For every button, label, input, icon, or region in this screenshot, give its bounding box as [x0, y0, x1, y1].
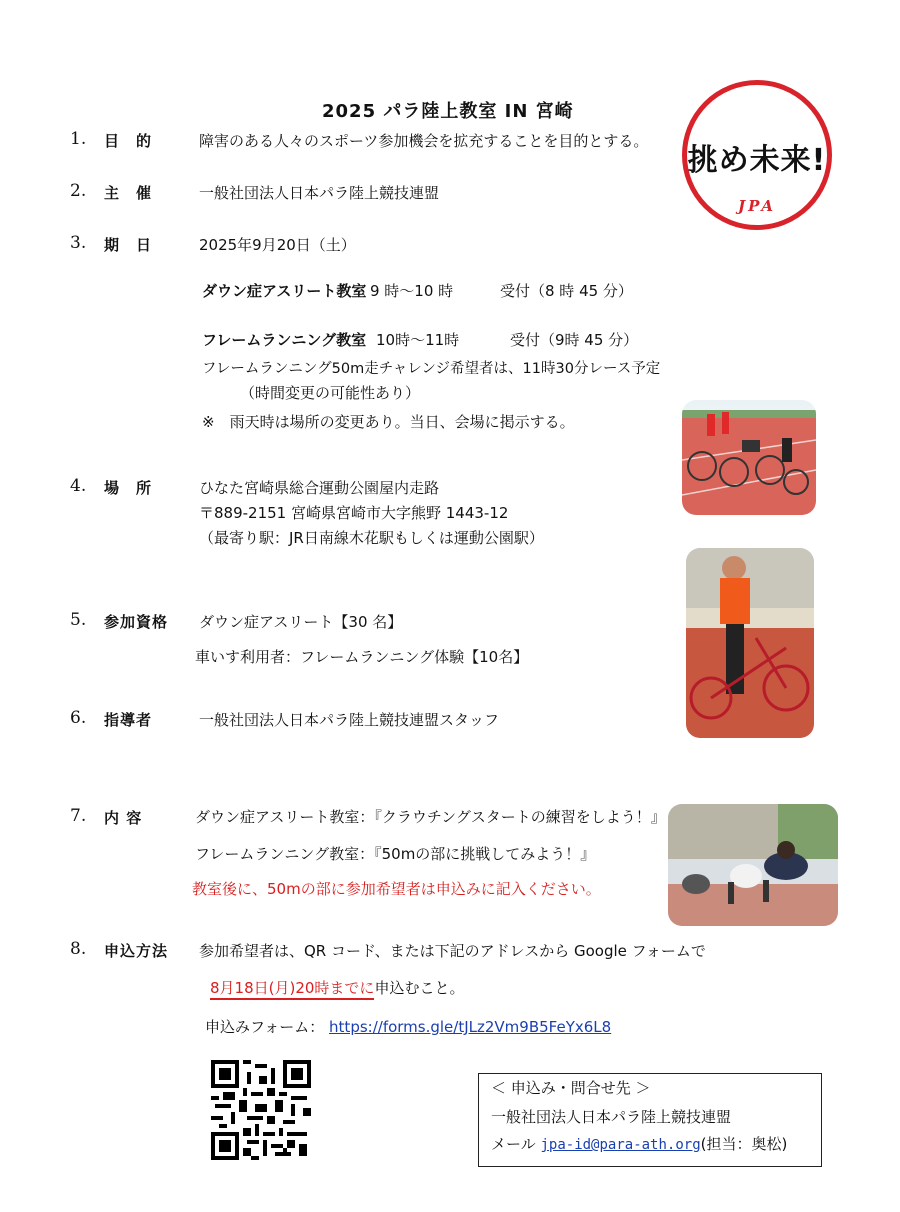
form-label: 申込みフォーム： — [205, 1018, 325, 1036]
down-class-reception: 受付（8 時 45 分） — [500, 282, 633, 300]
section-8-label: 申込方法 — [104, 942, 169, 960]
application-text: 参加希望者は、QR コード、または下記のアドレスから Google フォームで — [199, 942, 706, 960]
eligibility-wheelchair: 車いす利用者：フレームランニング体験【10名】 — [195, 648, 529, 666]
section-4-label: 場 所 — [104, 479, 153, 497]
page-title: 2025 パラ陸上教室 IN 宮崎 — [322, 101, 574, 122]
section-5-label: 参加資格 — [104, 613, 169, 631]
section-3-label: 期 日 — [104, 236, 153, 254]
deadline-suffix: 申込むこと。 — [374, 979, 465, 997]
section-7-number: 7. — [70, 806, 87, 826]
contact-box — [478, 1073, 822, 1167]
crouching-start-photo — [668, 804, 838, 926]
athlete-frame-runner-photo — [686, 548, 814, 738]
challenge-text: フレームランニング50m走チャレンジ希望者は、11時30分レース予定 — [202, 361, 661, 377]
contact-mail-suffix: (担当：奥松) — [700, 1135, 788, 1153]
frame-class-time: 10時～11時 — [376, 331, 460, 349]
instructors-text: 一般社団法人日本パラ陸上競技連盟スタッフ — [199, 711, 500, 729]
section-4-number: 4. — [70, 476, 87, 496]
challenge-note: （時間変更の可能性あり） — [240, 384, 421, 402]
section-3-number: 3. — [70, 233, 87, 253]
form-link[interactable]: https://forms.gle/tJLz2Vm9B5FeYx6L8 — [329, 1018, 612, 1036]
section-1-text: 障害のある人々のスポーツ参加機会を拡充することを目的とする。 — [199, 132, 649, 150]
down-class-name: ダウン症アスリート教室 — [202, 282, 367, 300]
qr-code-icon[interactable] — [211, 1060, 311, 1160]
eligibility-down: ダウン症アスリート【30 名】 — [199, 613, 403, 631]
frame-class-reception: 受付（9時 45 分） — [510, 331, 639, 349]
content-note: 教室後に、50mの部に参加希望者は申込みに記入ください。 — [192, 880, 601, 898]
section-5-number: 5. — [70, 610, 87, 630]
section-2-label: 主 催 — [104, 184, 153, 202]
section-8-number: 8. — [70, 939, 87, 959]
section-2-number: 2. — [70, 181, 87, 201]
section-2-text: 一般社団法人日本パラ陸上競技連盟 — [199, 184, 440, 202]
contact-mail-line — [491, 1133, 787, 1154]
jpa-logo-icon — [682, 80, 832, 230]
contact-heading: ＜ 申込み・問合せ先 ＞ — [491, 1079, 651, 1097]
frame-running-photo — [682, 400, 816, 515]
logo-sub-text: JPA — [738, 197, 776, 215]
venue-address: 〒889-2151 宮崎県宮崎市大字熊野 1443-12 — [199, 504, 509, 522]
venue-name: ひなた宮崎県総合運動公園屋内走路 — [199, 479, 440, 497]
nearest-station: （最寄り駅：JR日南線木花駅もしくは運動公園駅） — [199, 529, 544, 547]
section-6-number: 6. — [70, 708, 87, 728]
contact-org: 一般社団法人日本パラ陸上競技連盟 — [491, 1108, 732, 1126]
section-7-label: 内 容 — [104, 809, 143, 827]
event-date: 2025年9月20日（土） — [199, 236, 356, 254]
section-6-label: 指導者 — [104, 711, 153, 729]
deadline: 8月18日(月)20時までに — [210, 979, 374, 1000]
logo-main-text: 挑め未来! — [687, 143, 827, 178]
frame-class-name: フレームランニング教室 — [202, 331, 367, 349]
content-frame: フレームランニング教室：『50mの部に挑戦してみよう！』 — [195, 845, 596, 863]
form-line — [205, 1016, 611, 1037]
rain-note: ※ 雨天時は場所の変更あり。当日、会場に掲示する。 — [202, 413, 575, 431]
section-1-number: 1. — [70, 129, 87, 149]
contact-mail-link[interactable]: jpa-id@para-ath.org — [540, 1137, 701, 1153]
content-down: ダウン症アスリート教室：『クラウチングスタートの練習をしよう！』 — [195, 808, 666, 826]
section-1-label: 目 的 — [104, 132, 153, 150]
down-class-time: 9 時～10 時 — [370, 282, 454, 300]
contact-mail-label: メール — [491, 1135, 536, 1153]
deadline-line — [210, 977, 464, 998]
